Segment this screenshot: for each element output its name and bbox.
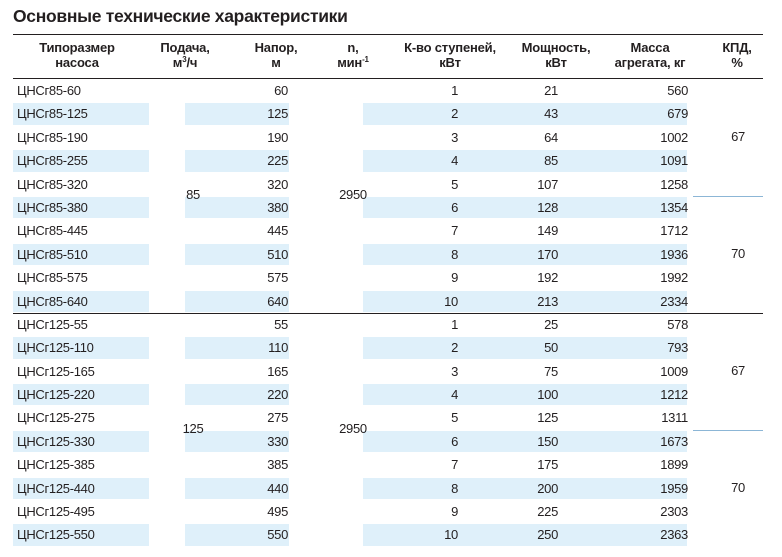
column-header-flow [146,40,224,78]
cell-stages: 4 [451,387,458,403]
table-row [13,243,763,266]
cell-power: 21 [544,83,558,98]
cell-stages: 1 [451,316,458,332]
cell-model: ЦНСг125-165 [17,363,95,379]
column-header-model [13,40,141,78]
cell-head: 320 [267,176,288,192]
cell-head: 440 [267,480,288,496]
header-text: насоса [55,55,99,70]
cell-power: 213 [537,293,558,309]
cell-model: ЦНСг125-110 [17,340,94,356]
header-text: /ч [186,55,198,70]
cell-efficiency: 70 [731,245,745,261]
cell-head: 575 [267,270,288,286]
cell-mass: 1354 [660,199,688,215]
cell-mass: 1936 [660,246,688,262]
header-text: n, [347,40,359,55]
column-header-efficiency [708,40,766,78]
table-row [13,383,763,406]
header-text: м [271,55,281,70]
cell-efficiency: 70 [731,479,745,495]
table-body [13,79,763,547]
cell-stages: 7 [451,223,458,239]
cell-power: 150 [537,433,558,449]
cell-head: 330 [267,433,288,449]
cell-head: 60 [274,83,288,98]
table-row [13,102,763,125]
cell-head: 275 [267,410,288,426]
table-row [13,79,763,102]
cell-model: ЦНСг85-640 [17,293,88,309]
cell-mass: 2334 [660,293,688,309]
table-top-rule [13,34,763,35]
header-text: Мощность, [521,40,591,55]
cell-power: 50 [544,340,558,356]
efficiency-divider [693,196,763,197]
header-text: Напор, [254,40,298,55]
cell-head: 445 [267,223,288,239]
header-superscript: -1 [362,55,369,64]
cell-head: 225 [267,153,288,169]
cell-stages: 5 [451,176,458,192]
table-row [13,360,763,383]
cell-stages: 5 [451,410,458,426]
cell-stages: 10 [444,293,458,309]
header-text: Подача, [160,40,210,55]
cell-stages: 6 [451,433,458,449]
table-row [13,313,763,336]
table-row [13,336,763,359]
cell-stages: 2 [451,106,458,122]
cell-power: 75 [544,363,558,379]
cell-head: 55 [274,316,288,332]
cell-power: 128 [537,199,558,215]
cell-mass: 1959 [660,480,688,496]
cell-stages: 4 [451,153,458,169]
cell-head: 550 [267,527,288,543]
cell-stages: 9 [451,270,458,286]
table-row [13,477,763,500]
cell-mass: 1002 [660,129,688,145]
header-text: К-во ступеней, [404,40,496,55]
cell-model: ЦНСг125-385 [17,457,95,473]
cell-power: 175 [537,457,558,473]
cell-power: 149 [537,223,558,239]
column-header-mass [598,40,702,78]
header-text: агрегата, кг [614,55,686,70]
header-text: кВт [545,55,567,70]
header-text: мин [337,55,363,70]
header-text: Типоразмер [39,40,115,55]
table-row [13,219,763,242]
cell-head: 495 [267,504,288,520]
cell-mass: 578 [667,316,688,332]
cell-head: 220 [267,387,288,403]
table-row [13,149,763,172]
table-row [13,453,763,476]
cell-efficiency: 67 [731,128,745,144]
column-header-stages [394,40,506,78]
cell-efficiency: 67 [731,362,745,378]
cell-model: ЦНСг85-60 [17,83,81,98]
cell-mass: 1673 [660,433,688,449]
cell-mass: 1712 [660,223,688,239]
cell-power: 170 [537,246,558,262]
cell-stages: 2 [451,340,458,356]
cell-mass: 793 [667,340,688,356]
cell-head: 510 [267,246,288,262]
cell-head: 385 [267,457,288,473]
cell-power: 250 [537,527,558,543]
cell-mass: 2303 [660,504,688,520]
cell-head: 125 [267,106,288,122]
cell-mass: 1258 [660,176,688,192]
cell-mass: 1899 [660,457,688,473]
cell-flow: 85 [186,187,200,202]
cell-model: ЦНСг85-380 [17,199,88,215]
cell-head: 640 [267,293,288,309]
cell-mass: 560 [667,83,688,98]
cell-model: ЦНСг85-320 [17,176,88,192]
cell-power: 225 [537,504,558,520]
cell-model: ЦНСг125-55 [17,316,88,332]
header-text: Масса [630,40,670,55]
cell-stages: 6 [451,199,458,215]
cell-power: 125 [537,410,558,426]
column-header-power [508,40,604,78]
table-row [13,126,763,149]
cell-model: ЦНСг85-255 [17,153,88,169]
cell-model: ЦНСг85-190 [17,129,88,145]
cell-model: ЦНСг85-445 [17,223,88,239]
table-row [13,523,763,546]
cell-mass: 1212 [660,387,688,403]
header-text: кВт [439,55,461,70]
cell-stages: 10 [444,527,458,543]
cell-mass: 2363 [660,527,688,543]
cell-model: ЦНСг125-440 [17,480,95,496]
cell-flow: 125 [182,421,204,436]
efficiency-divider [693,430,763,431]
cell-stages: 3 [451,129,458,145]
cell-model: ЦНСг125-220 [17,387,95,403]
cell-model: ЦНСг125-495 [17,504,95,520]
column-header-head [236,40,316,78]
cell-stages: 7 [451,457,458,473]
cell-power: 192 [537,270,558,286]
cell-mass: 1091 [660,153,688,169]
cell-power: 64 [544,129,558,145]
cell-power: 43 [544,106,558,122]
cell-power: 200 [537,480,558,496]
header-text [322,55,384,70]
cell-speed: 2950 [339,421,367,436]
table-row [13,266,763,289]
cell-power: 107 [537,176,558,192]
header-superscript: 3 [182,55,187,64]
cell-stages: 3 [451,363,458,379]
page-title: Основные технические характеристики [13,6,348,26]
cell-mass: 1311 [661,410,688,426]
cell-stages: 8 [451,246,458,262]
cell-head: 190 [267,129,288,145]
cell-model: ЦНСг125-330 [17,433,95,449]
cell-model: ЦНСг85-575 [17,270,88,286]
cell-head: 110 [268,340,288,356]
cell-model: ЦНСг85-125 [17,106,88,122]
cell-power: 100 [537,387,558,403]
cell-mass: 1992 [660,270,688,286]
column-header-speed [322,40,384,78]
cell-head: 165 [267,363,288,379]
cell-mass: 1009 [660,363,688,379]
cell-model: ЦНСг125-550 [17,527,95,543]
header-text [146,55,224,70]
cell-stages: 8 [451,480,458,496]
table-row [13,290,763,313]
cell-power: 85 [544,153,558,169]
cell-stages: 9 [451,504,458,520]
cell-speed: 2950 [339,187,367,202]
cell-head: 380 [267,199,288,215]
header-text: м [172,55,183,70]
header-text: КПД, [722,40,752,55]
table-row [13,500,763,523]
cell-stages: 1 [451,83,458,98]
cell-mass: 679 [667,106,688,122]
cell-model: ЦНСг125-275 [17,410,95,426]
cell-power: 25 [544,316,558,332]
header-text: % [731,55,743,70]
cell-model: ЦНСг85-510 [17,246,88,262]
